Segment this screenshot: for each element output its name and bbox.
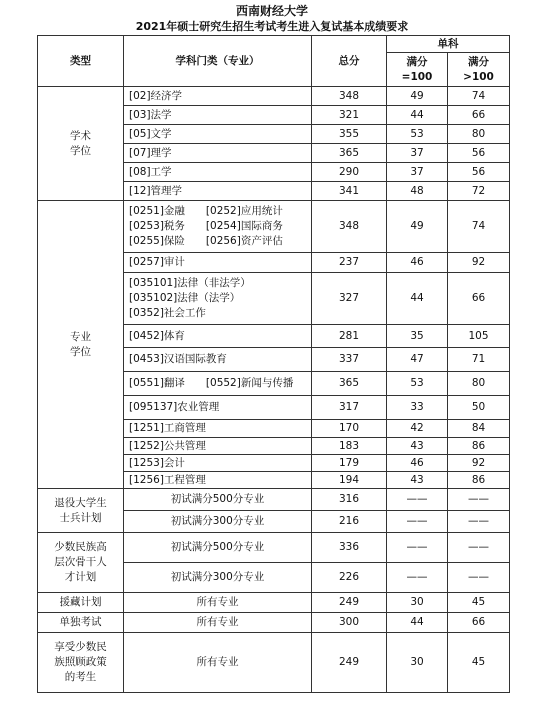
subject-cell: [0452]体育 (124, 325, 312, 348)
subject-cell: [05]文学 (124, 125, 312, 144)
subject-cell: [03]法学 (124, 106, 312, 125)
subject-cell: [1256]工程管理 (124, 472, 312, 489)
subject-cell: [08]工学 (124, 163, 312, 182)
single-score-100plus: 80 (448, 372, 510, 396)
subject-cell: 所有专业 (124, 633, 312, 693)
single-score-100plus: —— (448, 511, 510, 533)
subject-cell: [0251]金融 [0252]应用统计 [0253]税务 [0254]国际商务 [0255]保险 [0256]资产评估 (124, 201, 312, 253)
total-score: 281 (312, 325, 387, 348)
total-score: 348 (312, 201, 387, 253)
single-score-100: 44 (387, 106, 448, 125)
single-score-100: 46 (387, 455, 448, 472)
header-full100: 满分 =100 (387, 53, 448, 87)
single-score-100: 30 (387, 633, 448, 693)
single-score-100: 35 (387, 325, 448, 348)
subject-cell: 所有专业 (124, 613, 312, 633)
single-score-100: —— (387, 489, 448, 511)
single-score-100: —— (387, 563, 448, 593)
category-policy: 享受少数民 族照顾政策 的考生 (38, 633, 124, 693)
single-score-100plus: 66 (448, 613, 510, 633)
category-professional: 专业 学位 (38, 201, 124, 489)
single-score-100plus: 74 (448, 87, 510, 106)
single-score-100plus: 56 (448, 163, 510, 182)
single-score-100plus: 80 (448, 125, 510, 144)
single-score-100: 44 (387, 613, 448, 633)
category-minority: 少数民族高 层次骨干人 才计划 (38, 533, 124, 593)
total-score: 183 (312, 438, 387, 455)
single-score-100plus: 86 (448, 472, 510, 489)
total-score: 249 (312, 593, 387, 613)
total-score: 327 (312, 273, 387, 325)
total-score: 179 (312, 455, 387, 472)
total-score: 226 (312, 563, 387, 593)
category-support: 援藏计划 (38, 593, 124, 613)
subject-cell: 初试满分500分专业 (124, 533, 312, 563)
single-score-100plus: 92 (448, 455, 510, 472)
subject-cell: [0453]汉语国际教育 (124, 348, 312, 372)
single-score-100plus: 66 (448, 273, 510, 325)
page-heading: 2021年硕士研究生招生考试考生进入复试基本成绩要求 (135, 20, 409, 33)
subject-cell: 所有专业 (124, 593, 312, 613)
school-title: 西南财经大学 (235, 4, 308, 18)
single-score-100: 49 (387, 201, 448, 253)
score-table (37, 35, 510, 693)
total-score: 337 (312, 348, 387, 372)
single-score-100: 43 (387, 438, 448, 455)
header-single: 单科 (387, 36, 510, 53)
single-score-100plus: 66 (448, 106, 510, 125)
subject-cell: [1253]会计 (124, 455, 312, 472)
category-independent: 单独考试 (38, 613, 124, 633)
subject-cell: [1251]工商管理 (124, 420, 312, 438)
total-score: 237 (312, 253, 387, 273)
single-score-100: 37 (387, 163, 448, 182)
single-score-100: —— (387, 511, 448, 533)
single-score-100plus: 50 (448, 396, 510, 420)
single-score-100: 47 (387, 348, 448, 372)
header-type: 类型 (38, 36, 124, 87)
total-score: 341 (312, 182, 387, 201)
single-score-100: 30 (387, 593, 448, 613)
single-score-100plus: 86 (448, 438, 510, 455)
total-score: 348 (312, 87, 387, 106)
subject-cell: 初试满分300分专业 (124, 511, 312, 533)
total-score: 365 (312, 372, 387, 396)
subject-cell: [0551]翻译 [0552]新闻与传播 (124, 372, 312, 396)
total-score: 170 (312, 420, 387, 438)
total-score: 249 (312, 633, 387, 693)
total-score: 300 (312, 613, 387, 633)
total-score: 216 (312, 511, 387, 533)
single-score-100: 37 (387, 144, 448, 163)
single-score-100plus: 105 (448, 325, 510, 348)
total-score: 365 (312, 144, 387, 163)
single-score-100plus: 92 (448, 253, 510, 273)
subject-cell: [07]理学 (124, 144, 312, 163)
single-score-100plus: 72 (448, 182, 510, 201)
single-score-100: 44 (387, 273, 448, 325)
subject-cell: [095137]农业管理 (124, 396, 312, 420)
single-score-100plus: 71 (448, 348, 510, 372)
total-score: 290 (312, 163, 387, 182)
single-score-100plus: 84 (448, 420, 510, 438)
single-score-100: 46 (387, 253, 448, 273)
total-score: 321 (312, 106, 387, 125)
single-score-100plus: 45 (448, 593, 510, 613)
single-score-100: 53 (387, 125, 448, 144)
category-veteran: 退役大学生 士兵计划 (38, 489, 124, 533)
single-score-100plus: 74 (448, 201, 510, 253)
single-score-100: —— (387, 533, 448, 563)
subject-cell: [02]经济学 (124, 87, 312, 106)
total-score: 355 (312, 125, 387, 144)
total-score: 194 (312, 472, 387, 489)
single-score-100plus: —— (448, 489, 510, 511)
single-score-100plus: —— (448, 533, 510, 563)
header-total: 总分 (312, 36, 387, 87)
single-score-100: 42 (387, 420, 448, 438)
header-full100plus: 满分 >100 (448, 53, 510, 87)
single-score-100: 53 (387, 372, 448, 396)
subject-cell: 初试满分500分专业 (124, 489, 312, 511)
single-score-100plus: —— (448, 563, 510, 593)
total-score: 336 (312, 533, 387, 563)
subject-cell: 初试满分300分专业 (124, 563, 312, 593)
single-score-100plus: 56 (448, 144, 510, 163)
header-subject: 学科门类（专业） (124, 36, 312, 87)
category-academic: 学术 学位 (38, 87, 124, 201)
single-score-100plus: 45 (448, 633, 510, 693)
subject-cell: [12]管理学 (124, 182, 312, 201)
single-score-100: 49 (387, 87, 448, 106)
total-score: 317 (312, 396, 387, 420)
subject-cell: [1252]公共管理 (124, 438, 312, 455)
subject-cell: [035101]法律（非法学） [035102]法律（法学） [0352]社会工作 (124, 273, 312, 325)
single-score-100: 43 (387, 472, 448, 489)
subject-cell: [0257]审计 (124, 253, 312, 273)
single-score-100: 48 (387, 182, 448, 201)
total-score: 316 (312, 489, 387, 511)
single-score-100: 33 (387, 396, 448, 420)
